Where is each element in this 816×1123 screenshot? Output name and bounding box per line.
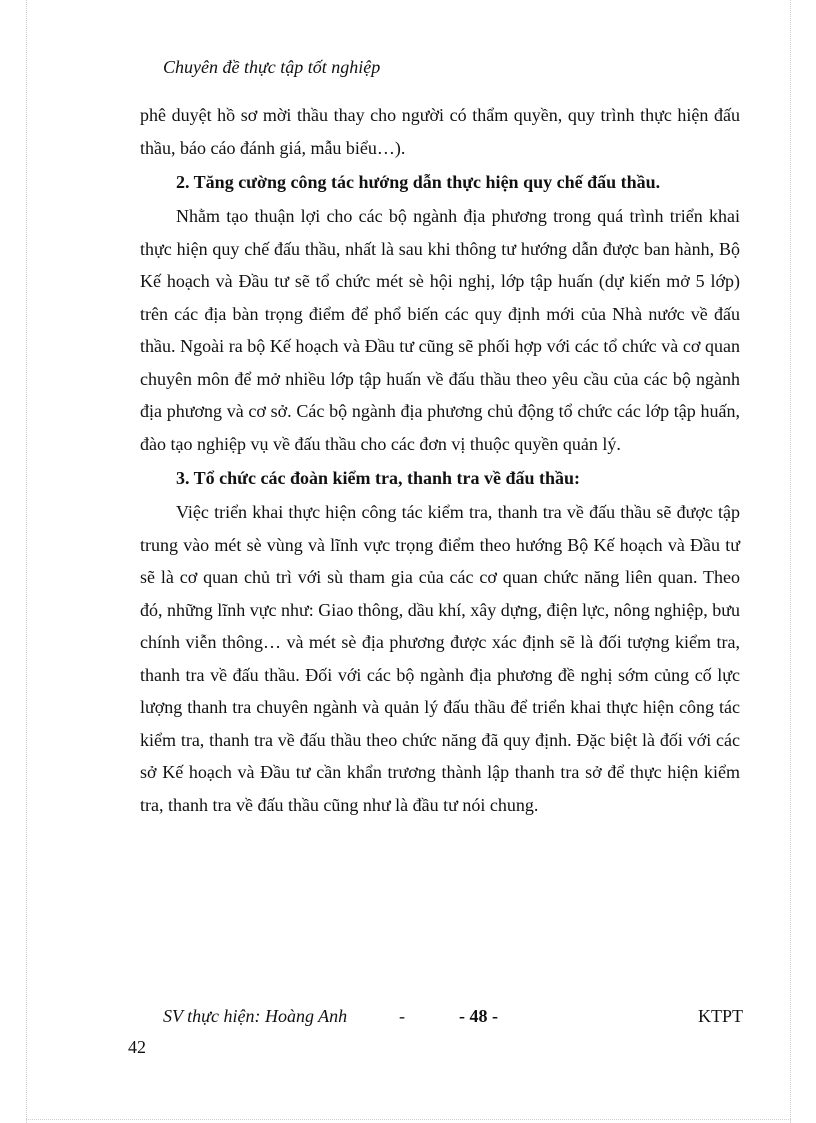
running-header: Chuyên đề thực tập tốt nghiệp bbox=[163, 57, 381, 77]
page-footer bbox=[163, 1006, 743, 1032]
footer-class-code: 42 bbox=[128, 1037, 146, 1057]
intro-continuation: phê duyệt hồ sơ mời thầu thay cho người có thẩm quyền, quy trình thực hiện đấu thầu, báo cáo đánh giá, mẫu biểu…). bbox=[140, 105, 740, 158]
footer-author: SV thực hiện: Hoàng Anh bbox=[163, 1006, 348, 1026]
section-3-heading: 3. Tổ chức các đoàn kiểm tra, thanh tra về đấu thầu: bbox=[176, 468, 580, 488]
section-2-heading: 2. Tăng cường công tác hướng dẫn thực hiện quy chế đấu thầu. bbox=[176, 172, 661, 192]
page-number: - 48 - bbox=[459, 1006, 498, 1026]
section-3-paragraph: Việc triển khai thực hiện công tác kiểm tra, thanh tra về đấu thầu sẽ được tập trung vào mét sè vùng và lĩnh vực trọng điểm theo hướng Bộ Kế hoạch và Đầu tư sẽ là cơ quan chủ trì với sù tham gia của các cơ quan chức năng liên quan. Theo đó, những lĩnh vực như: Giao thông, dầu khí, xây dựng, điện lực, nông nghiệp, bưu chính viễn thông… và mét sè địa phương được xác định sẽ là đối tượng kiểm tra, thanh tra về đấu thầu. Đối với các bộ ngành địa phương đề nghị sớm củng cố lực lượng thanh tra chuyên ngành và quản lý đấu thầu để triển khai thực hiện công tác kiểm tra, thanh tra về đấu thầu theo chức năng đã quy định. Đặc biệt là đối với các sở Kế hoạch và Đầu tư cần khẩn trương thành lập thanh tra sở để thực hiện kiểm tra, thanh tra về đấu thầu cũng như là đầu tư nói chung. bbox=[140, 502, 740, 815]
footer-department: KTPT bbox=[698, 1006, 743, 1026]
footer-separator: - bbox=[399, 1006, 405, 1026]
page-bottom-border bbox=[26, 1119, 791, 1120]
section-2-paragraph: Nhằm tạo thuận lợi cho các bộ ngành địa phương trong quá trình triển khai thực hiện quy chế đấu thầu, nhất là sau khi thông tư hướng dẫn được ban hành, Bộ Kế hoạch và Đầu tư sẽ tổ chức mét sè hội nghị, lớp tập huấn (dự kiến mở 5 lớp) trên các địa bàn trọng điểm để phổ biến các quy định mới của Nhà nước về đấu thầu. Ngoài ra bộ Kế hoạch và Đầu tư cũng sẽ phối hợp với các tổ chức và cơ quan chuyên môn để mở nhiều lớp tập huấn về đấu thầu theo yêu cầu của các bộ ngành địa phương và cơ sở. Các bộ ngành địa phương chủ động tổ chức các lớp tập huấn, đào tạo nghiệp vụ về đấu thầu cho các đơn vị thuộc quyền quản lý. bbox=[140, 206, 740, 454]
document-body bbox=[140, 99, 740, 821]
